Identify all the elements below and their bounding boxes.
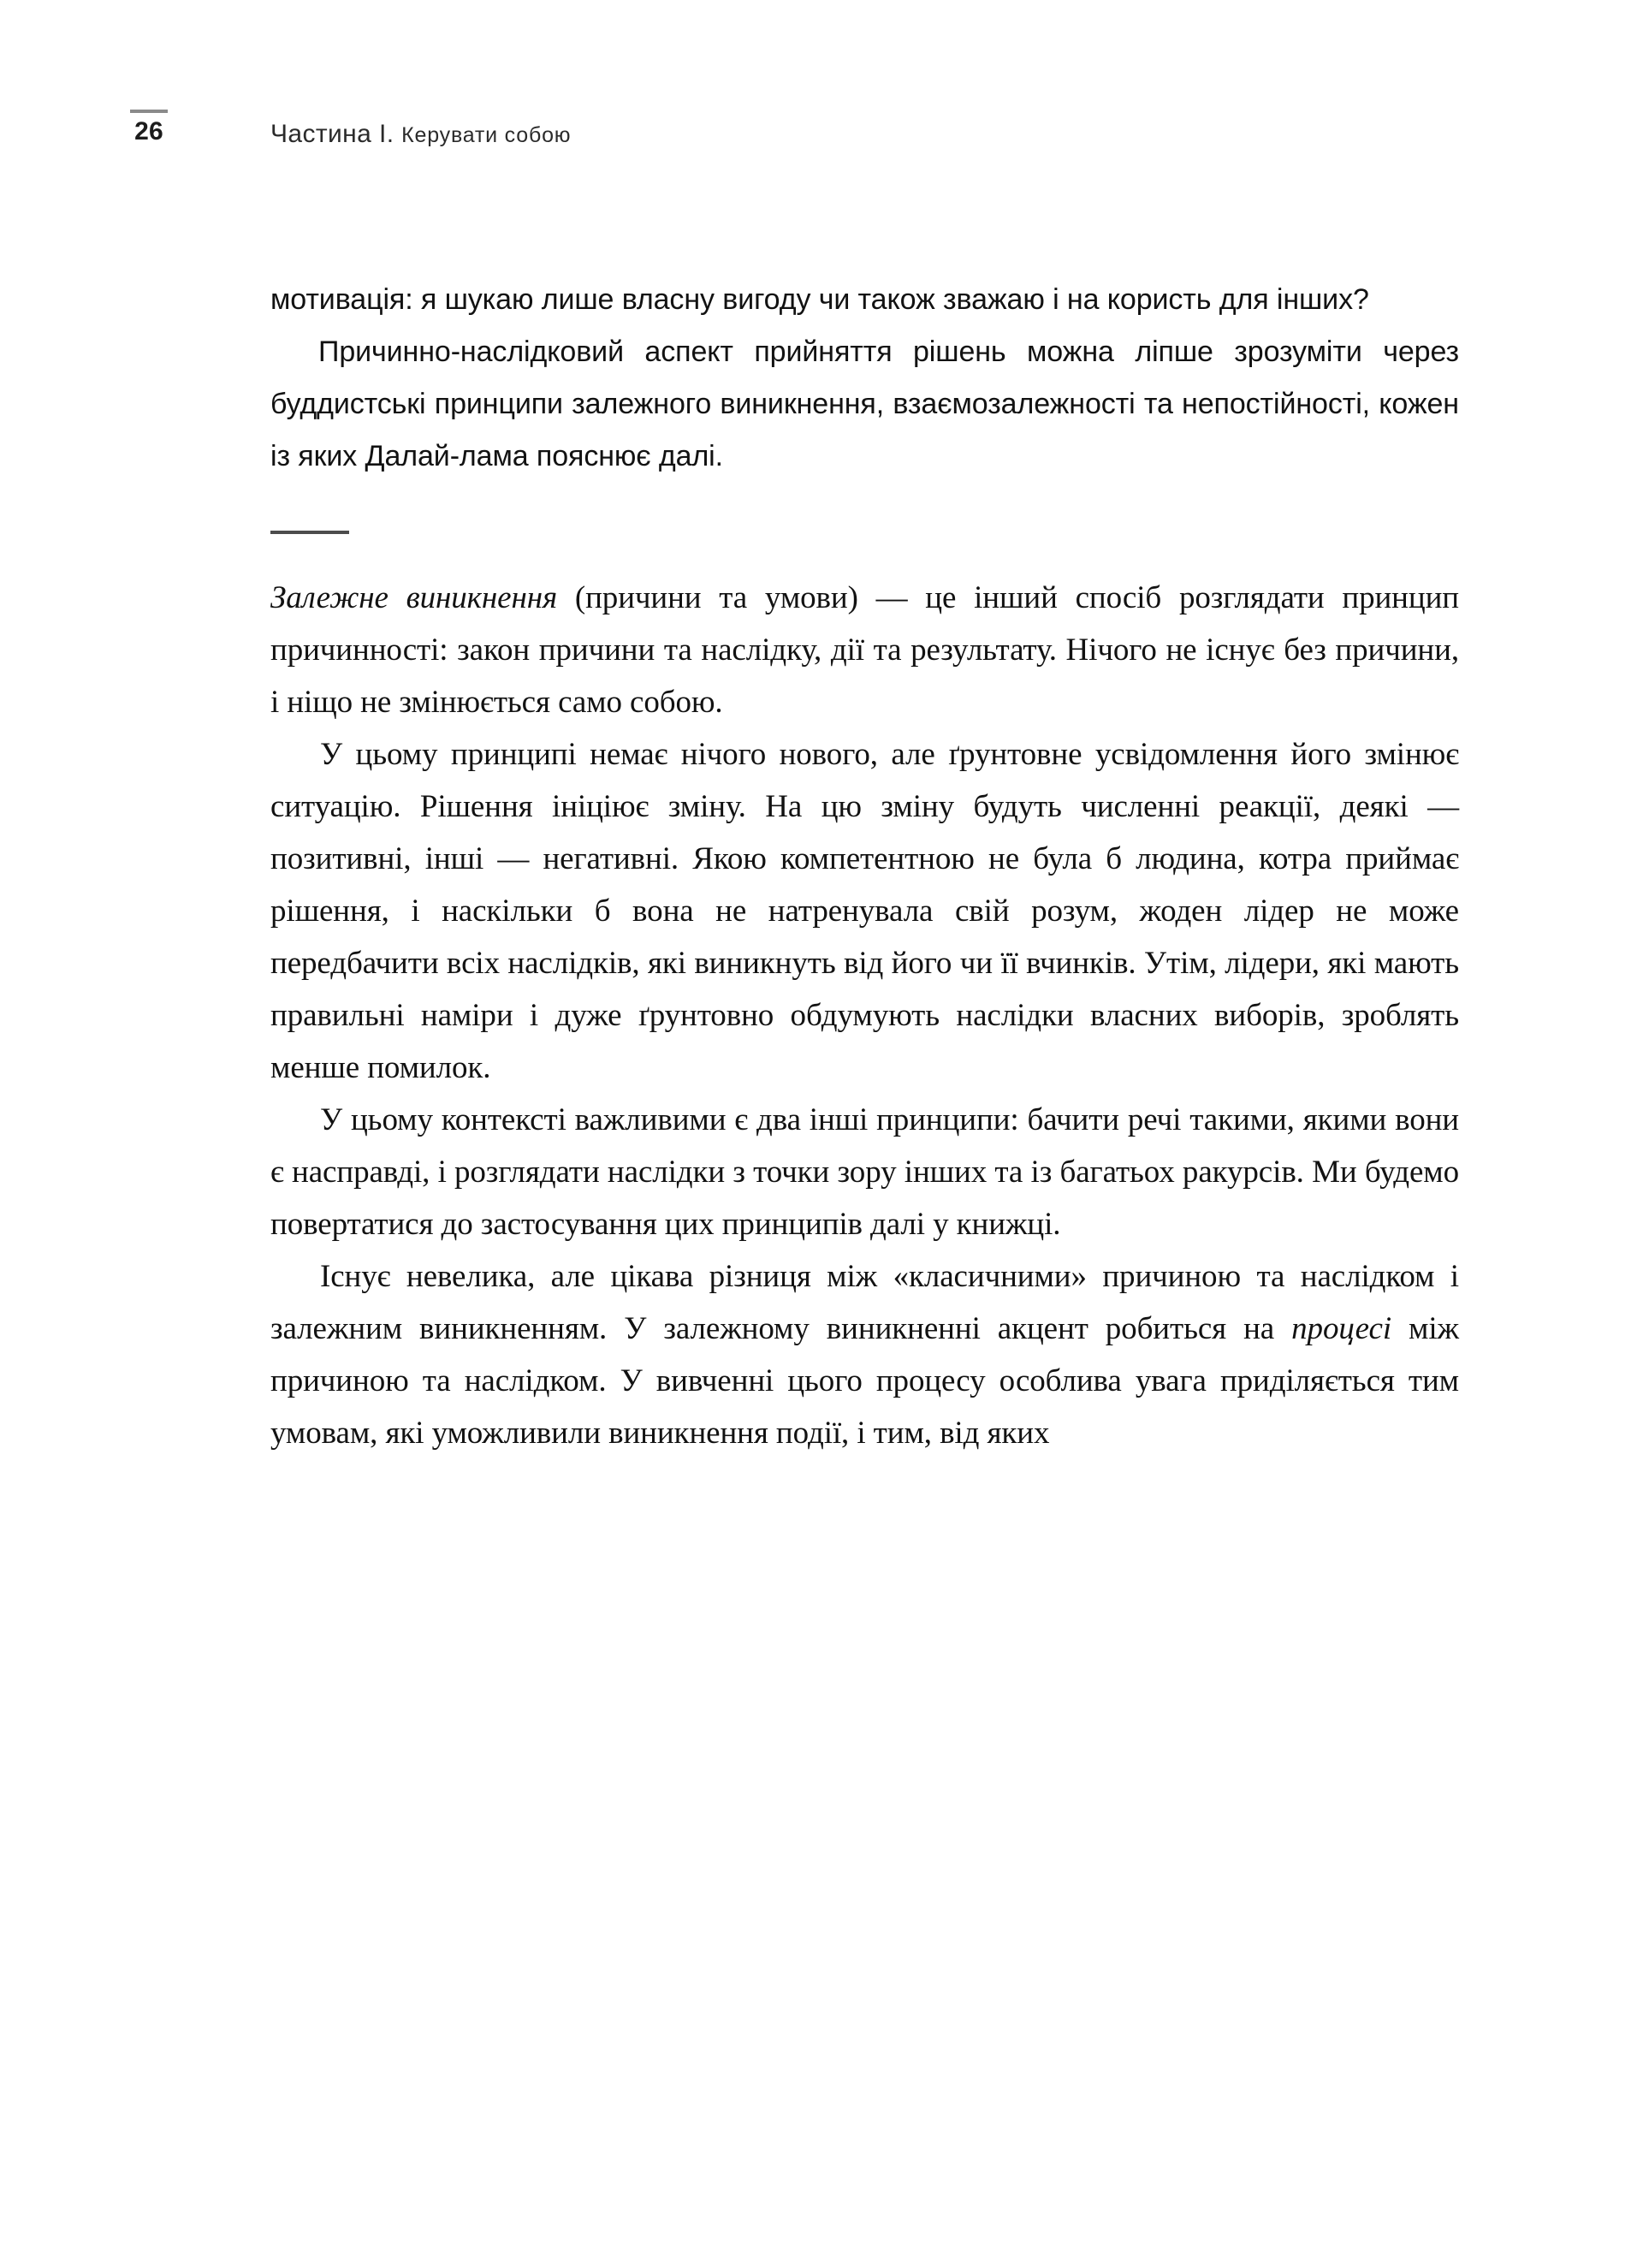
page-number: 26	[134, 117, 163, 145]
paragraph-dependent-origination-rest: (причини та умови) — це інший спосіб розглядати принцип причинності: закон причини та наслідку, дії та результату. Нічого не існує без причини, і ніщо не змінюється само собою.	[270, 580, 1459, 720]
running-head-title	[270, 120, 571, 149]
term-process: процесі	[1291, 1311, 1392, 1346]
paragraph-causality-intro: Причинно-наслідковий аспект прийняття рішень можна ліпше зрозуміти через буддистські принципи залежного виникнення, взаємозалежності та непостійності, кожен із яких Далай-лама пояснює далі.	[270, 335, 1459, 472]
term-dependent-origination: Залежне виникнення	[270, 580, 558, 615]
sans-intro-section	[270, 274, 1459, 483]
paragraph-classic-vs-dependent	[270, 1250, 1459, 1459]
paragraph-principle-awareness: У цьому принципі немає нічого нового, але ґрунтовне усвідомлення його змінює ситуацію. Рішення ініціює зміну. На цю зміну будуть численні реакції, деякі — позитивні, інші — негативні. Якою компетентною не була б людина, котра приймає рішення, і наскільки б вона не натренувала свій розум, жоден лідер не може передбачити всіх наслідків, які виникнуть від його чи її вчинків. Утім, лідери, які мають правильні наміри і дуже ґрунтовно обдумують наслідки власних виборів, зроблять менше помилок.	[270, 737, 1459, 1085]
text-column	[270, 274, 1459, 1459]
folio-block	[122, 110, 176, 145]
running-head	[0, 110, 1643, 161]
paragraph-classic-vs-dependent-before: Існує невелика, але цікава різниця між «класичними» причиною та наслідком і залежним виникненням. У залежному виникненні акцент робиться на	[270, 1259, 1459, 1346]
section-divider-rule	[270, 531, 349, 534]
serif-main-section	[270, 572, 1459, 1459]
paragraph-continuation: мотивація: я шукаю лише власну вигоду чи також зважаю і на користь для інших?	[270, 283, 1369, 316]
paragraph-classic-vs-dependent-after: між причиною та наслідком. У вивченні цього процесу особлива увага приділяється тим умовам, які уможливили виникнення події, і тим, від яких	[270, 1311, 1459, 1451]
running-head-part-label: Частина I.	[270, 120, 402, 148]
folio-rule-decoration	[130, 110, 168, 113]
paragraph-two-principles: У цьому контексті важливими є два інші принципи: бачити речі такими, якими вони є насправді, і розглядати наслідки з точки зору інших та із багатьох ракурсів. Ми будемо повертатися до застосування цих принципів далі у книжці.	[270, 1102, 1459, 1242]
running-head-chapter-label: Керувати собою	[401, 123, 572, 147]
paragraph-dependent-origination	[270, 572, 1459, 728]
